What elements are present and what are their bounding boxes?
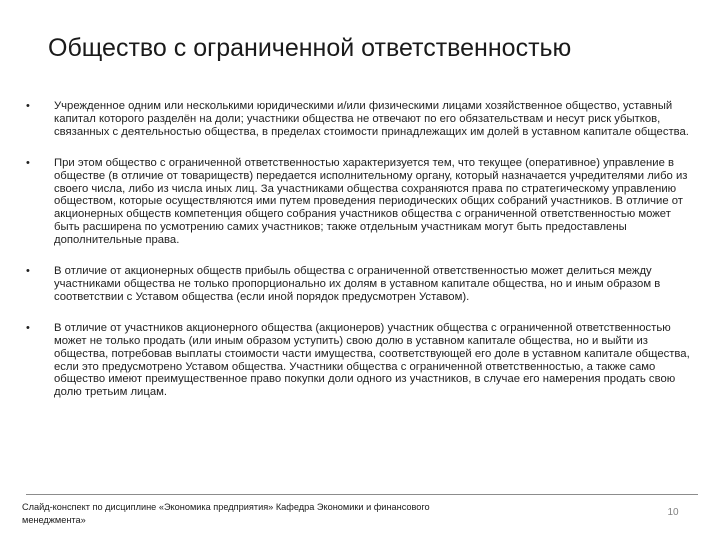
- bullet-text-1: Учрежденное одним или несколькими юридическими и/или физическими лицами хозяйственное общество, уставный капитал которого разделён на доли; участники общества не отвечают по его обязательствам и несут риск убытков, связанных с деятельностью общества, в пределах стоимости принадлежащих им долей в уставном капитале общества.: [54, 100, 689, 138]
- page-number: 10: [667, 507, 679, 518]
- bullet-text-4: В отличие от участников акционерного общества (акционеров) участник общества с ограниченной ответственностью может не только продать (или иным образом уступить) свою долю в уставном капитале общества, но и выйти из общества, потребовав выплаты стоимости части имущества, соответствующей его доле в уставном капитале общества, если это предусмотрено Уставом общества. Участники общества с ограниченной ответственностью, а также само общество имеют преимущественное право покупки доли одного из участников, в случае его намерения продать свою долю третьим лицам.: [54, 321, 690, 399]
- footer-divider: [26, 494, 698, 495]
- bullet-item-3: [26, 265, 698, 304]
- bullet-marker-3: •: [26, 265, 30, 278]
- bullet-text-2: При этом общество с ограниченной ответственностью характеризуется тем, что текущее (оперативное) управление в обществе (в отличие от товариществ) передается исполнительному органу, который назначается учредителями либо из своего числа, либо из числа иных лиц. За участниками общества сохраняются права по стратегическому управлению обществом, которые осуществляются ими путем проведения периодических общих собраний участников. В отличие от акционерных обществ компетенция общего собрания участников общества с ограниченной ответственностью может быть расширена по усмотрению самих участников; также отдельным участникам могут быть предоставлены дополнительные права.: [54, 156, 688, 247]
- bullet-item-2: [26, 157, 698, 247]
- slide-title: Общество с ограниченной ответственностью: [48, 34, 572, 62]
- bullet-item-4: [26, 322, 698, 399]
- bullet-marker-1: •: [26, 100, 30, 112]
- bullet-text-3: В отличие от акционерных обществ прибыль общества с ограниченной ответственностью может делиться между участниками общества не только пропорционально их долям в уставном капитале общества, но и иным образом в соответствии с Уставом общества (если иной порядок предусмотрен Уставом).: [54, 265, 661, 303]
- bullet-list: [26, 100, 698, 399]
- bullet-marker-4: •: [26, 321, 30, 334]
- bullet-marker-2: •: [26, 156, 30, 169]
- footer-text: Слайд-конспект по дисциплине «Экономика предприятия» Кафедра Экономики и финансового менеджмента»: [22, 502, 430, 525]
- bullet-item-1: [26, 100, 698, 139]
